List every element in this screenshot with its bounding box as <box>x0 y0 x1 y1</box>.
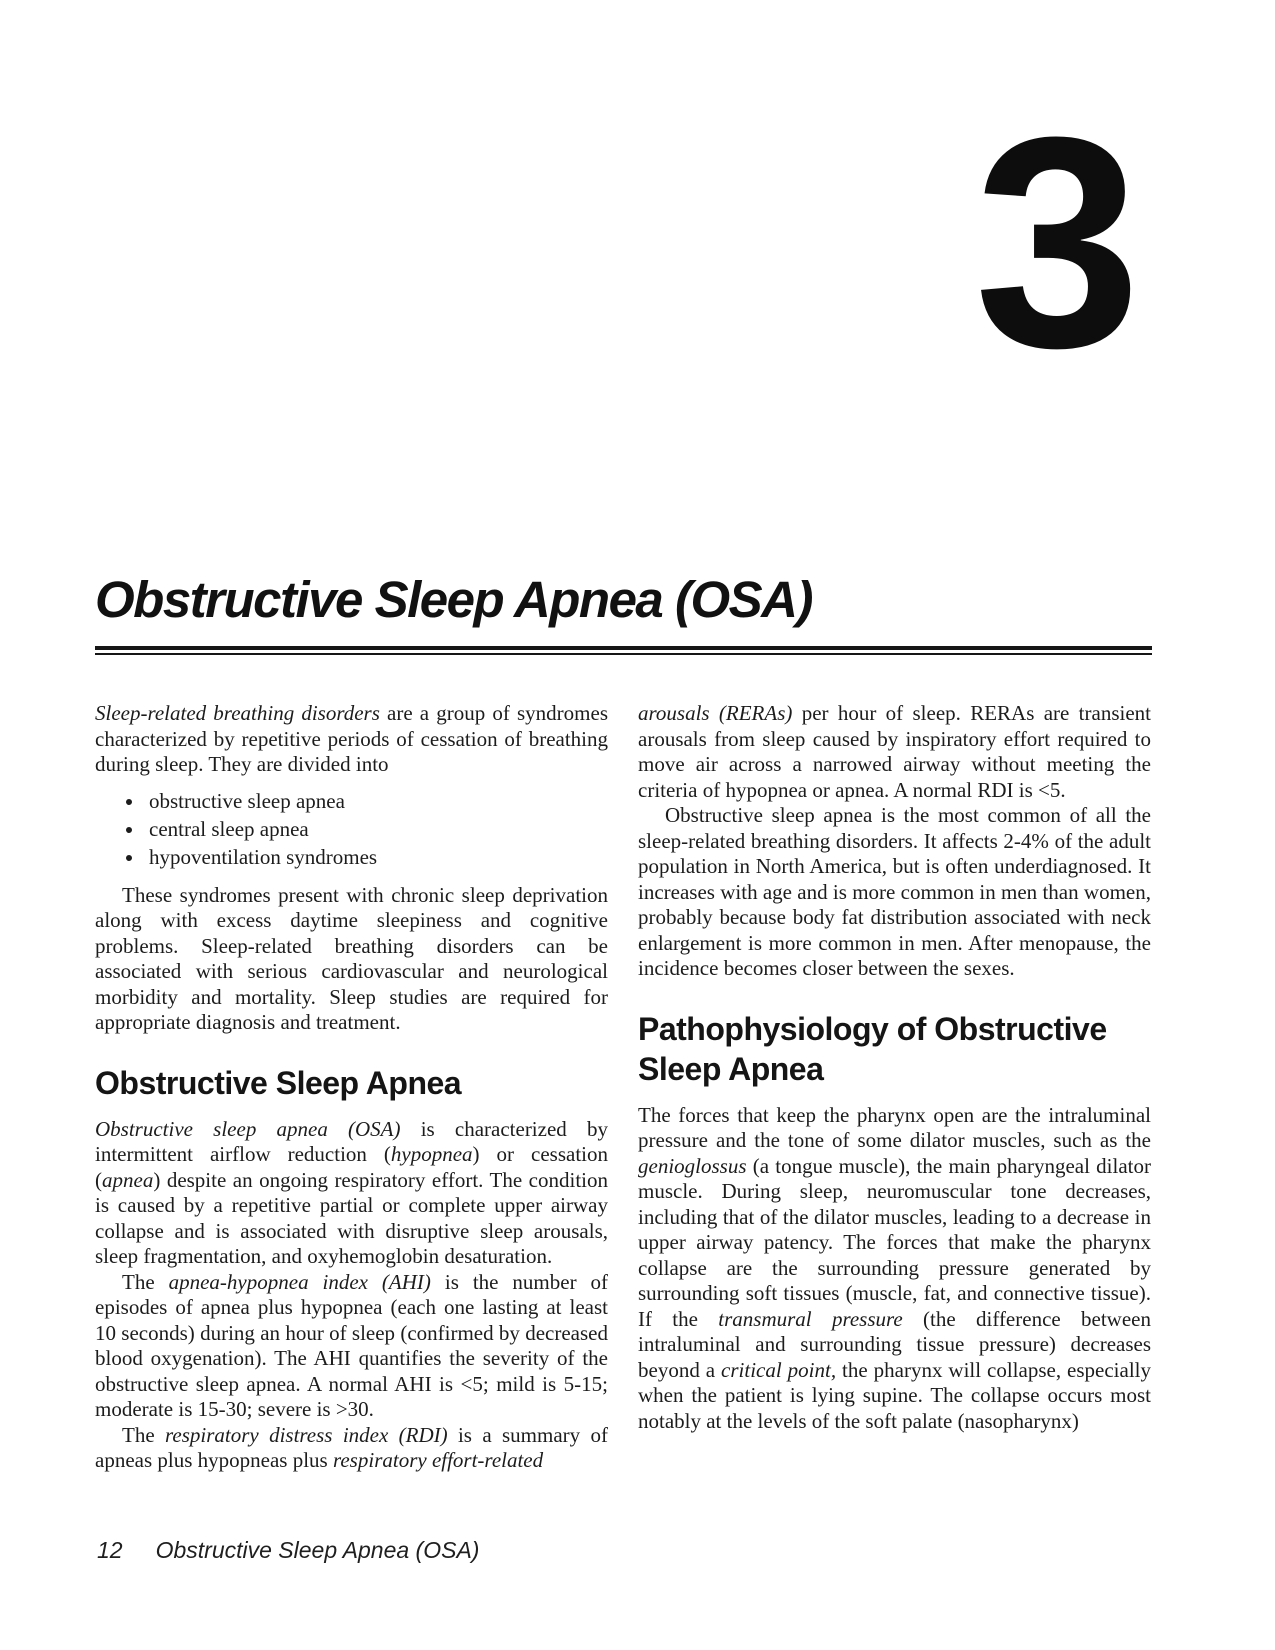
paragraph-intro: Sleep-related breathing disorders are a group of syndromes characterized by repetitive periods of cessation of breathing during sleep. They are divided into <box>95 701 608 776</box>
title-rule <box>95 646 1152 655</box>
paragraph-osa-definition: Obstructive sleep apnea (OSA) is characterized by intermittent airflow reduction (hypopnea) or cessation (apnea) despite an ongoing respiratory effort. The condition is caused by a repetitive partial or complete upper airway collapse and is associated with disruptive sleep arousals, sleep fragmentation, and oxyhemoglobin desaturation. <box>95 1116 608 1268</box>
paragraph-prevalence: Obstructive sleep apnea is the most common of all the sleep-related breathing disorders. It affects 2-4% of the adult population in North America, but is often underdiagnosed. It increases with age and is more common in men than women, probably because body fat distribution associated with neck enlargement is more common in men. After menopause, the incidence becomes closer between the sexes. <box>638 803 1151 980</box>
left-column <box>95 701 608 1474</box>
text-columns <box>95 701 1152 1474</box>
section-heading-pathophysiology: Pathophysiology of Obstructive Sleep Apnea <box>638 1010 1107 1087</box>
paragraph-reras: arousals (RERAs) per hour of sleep. RERAs are transient arousals from sleep caused by inspiratory effort required to move air across a narrowed airway without meeting the criteria of hypopnea or apnea. A normal RDI is <5. <box>638 701 1151 802</box>
list-item-central-sleep-apnea: • central sleep apnea <box>145 815 608 843</box>
list-item-obstructive-sleep-apnea: • obstructive sleep apnea <box>145 787 608 815</box>
page-title: Obstructive Sleep Apnea (OSA) <box>95 571 812 628</box>
page-footer <box>97 1537 479 1564</box>
footer-title: Obstructive Sleep Apnea (OSA) <box>155 1537 480 1563</box>
paragraph-syndromes: These syndromes present with chronic sleep deprivation along with excess daytime sleepiness and cognitive problems. Sleep-related breathing disorders can be associated with serious cardiovascular and neurological morbidity and mortality. Sleep studies are required for appropriate diagnosis and treatment. <box>95 882 608 1034</box>
paragraph-ahi: The apnea-hypopnea index (AHI) is the number of episodes of apnea plus hypopnea (each one lasting at least 10 seconds) during an hour of sleep (confirmed by decreased blood oxygenation). The AHI quantifies the severity of the obstructive sleep apnea. A normal AHI is <5; mild is 5-15; moderate is 15-30; severe is >30. <box>95 1269 609 1421</box>
paragraph-pathophysiology: The forces that keep the pharynx open are the intraluminal pressure and the tone of some dilator muscles, such as the genioglossus (a tongue muscle), the main pharyngeal dilator muscle. During sleep, neuromuscular tone decreases, including that of the dilator muscles, leading to a decrease in upper airway patency. The forces that make the pharynx collapse are the surrounding pressure generated by surrounding soft tissues (muscle, fat, and connective tissue). If the transmural pressure (the difference between intraluminal and surrounding tissue pressure) decreases beyond a critical point, the pharynx will collapse, especially when the patient is lying supine. The collapse occurs most notably at the levels of the soft palate (nasopharynx) <box>638 1102 1151 1433</box>
page-number: 12 <box>97 1537 123 1563</box>
list-item-hypoventilation-syndromes: • hypoventilation syndromes <box>145 843 608 871</box>
right-column <box>638 701 1151 1474</box>
section-heading-obstructive-sleep-apnea: Obstructive Sleep Apnea <box>95 1064 462 1101</box>
paragraph-rdi: The respiratory distress index (RDI) is a summary of apneas plus hypopneas plus respiratory effort-related <box>95 1422 608 1472</box>
bullet-list <box>95 787 608 871</box>
chapter-number: 3 <box>974 74 1135 410</box>
